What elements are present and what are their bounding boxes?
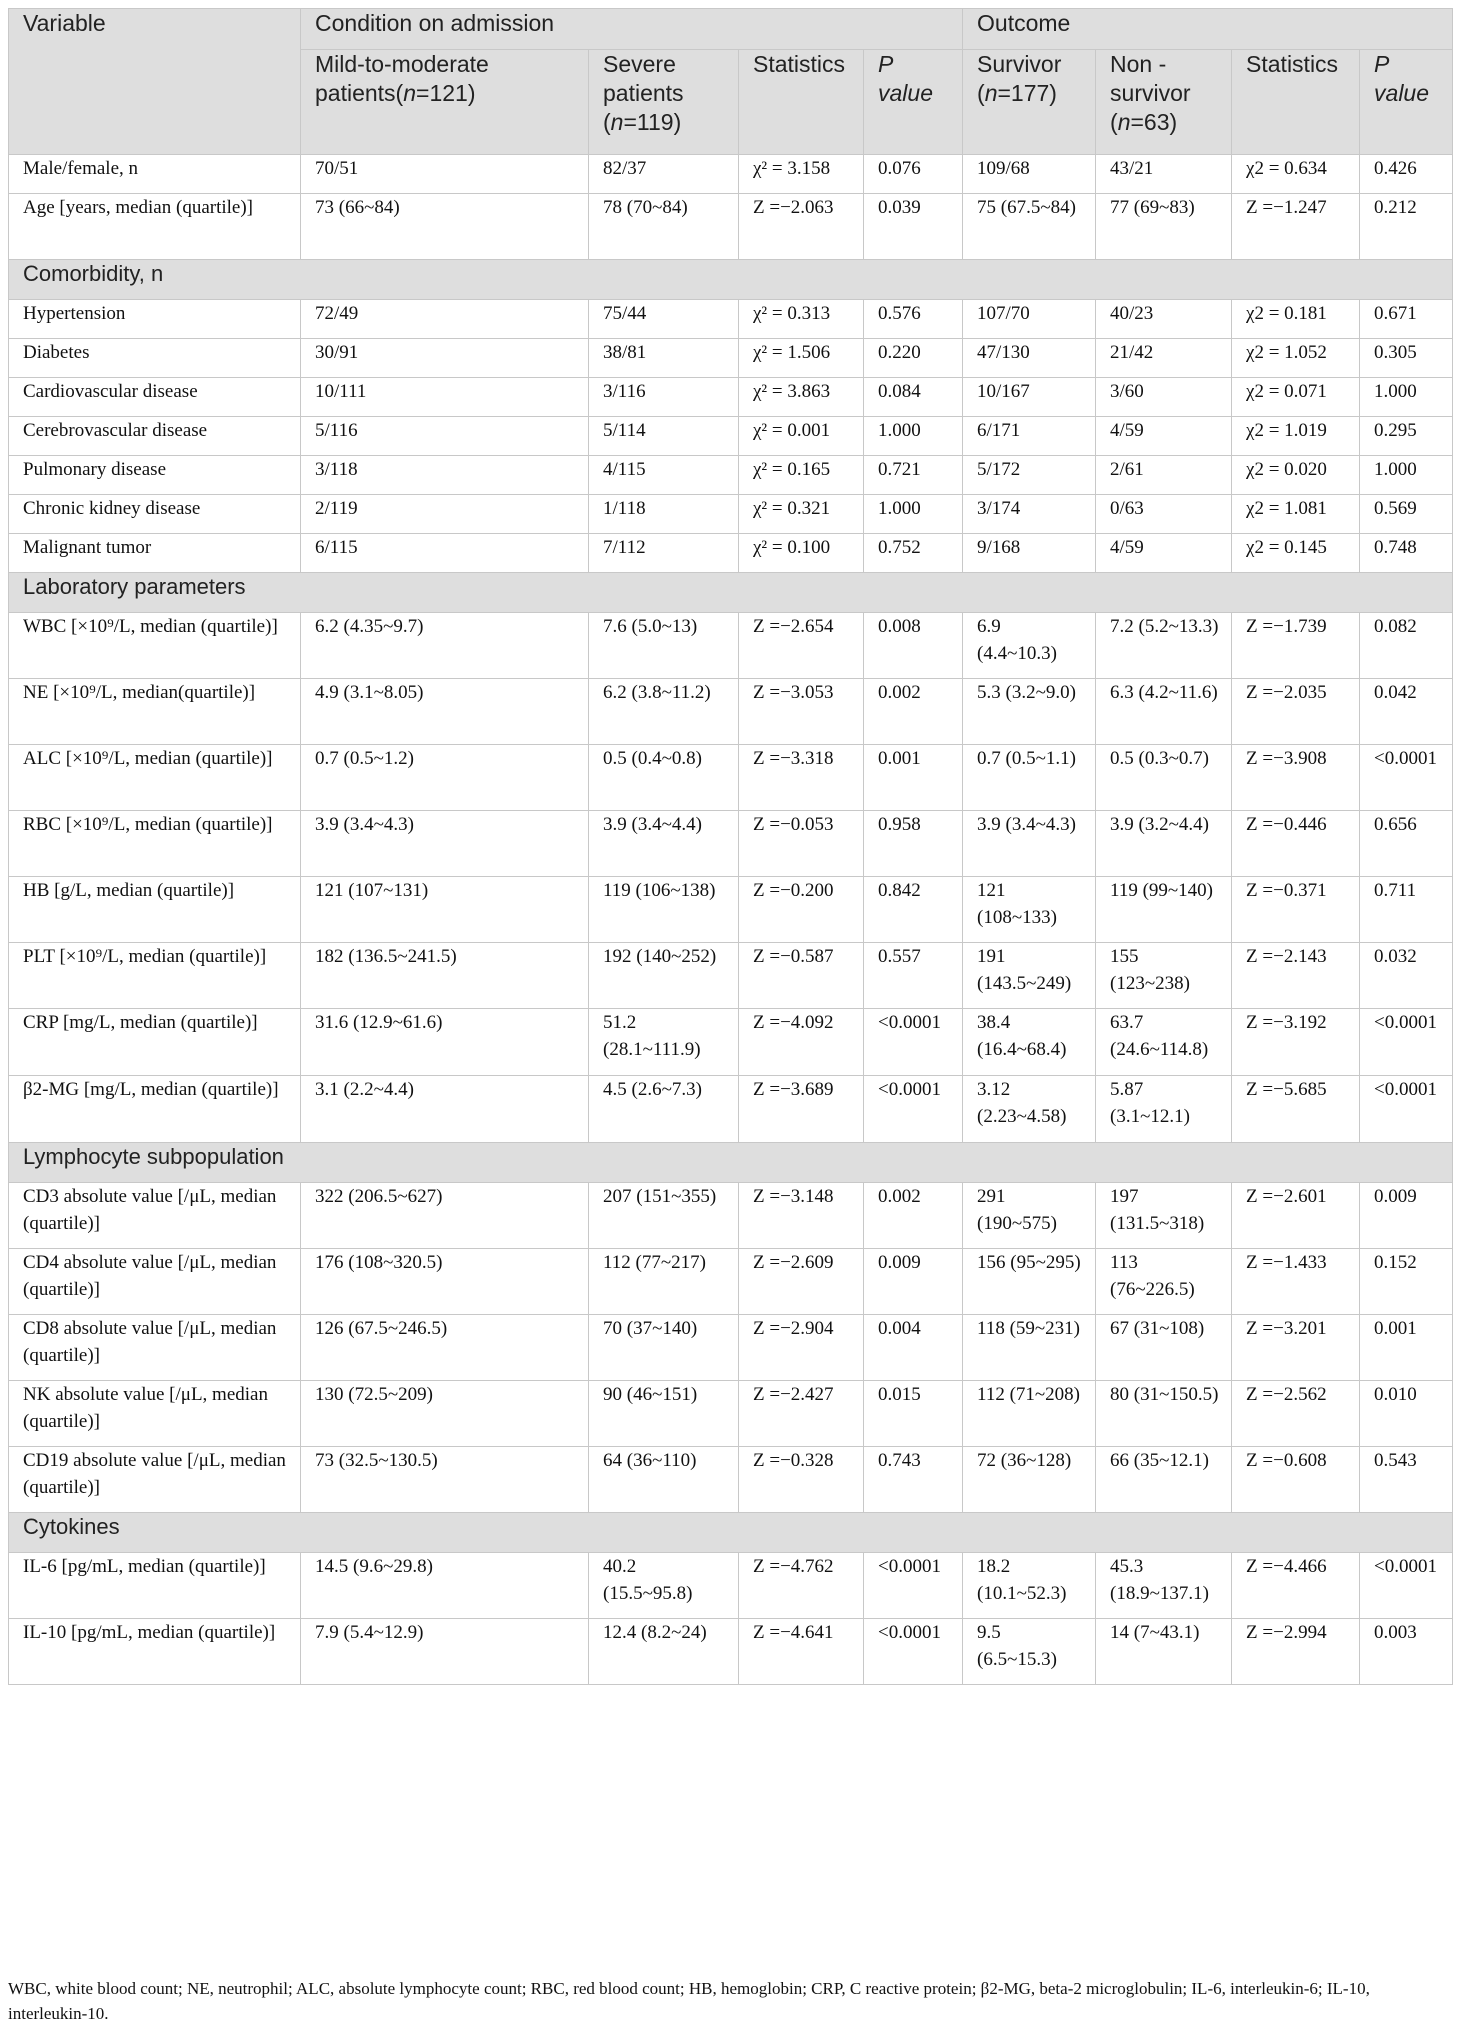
cell-p-value-admission: 0.752 bbox=[864, 534, 963, 573]
table-row bbox=[9, 1249, 1453, 1315]
cell-survivor: 5/172 bbox=[963, 456, 1096, 495]
header-condition-on-admission: Condition on admission bbox=[301, 9, 963, 50]
cell-variable: ALC [×10⁹/L, median (quartile)] bbox=[9, 745, 301, 811]
cell-non-survivor: 0.5 (0.3~0.7) bbox=[1096, 745, 1232, 811]
cell-statistics-outcome: Z =−3.908 bbox=[1232, 745, 1360, 811]
cell-p-value-outcome: 0.656 bbox=[1360, 811, 1453, 877]
cell-p-value-outcome: 1.000 bbox=[1360, 456, 1453, 495]
cell-p-value-admission: <0.0001 bbox=[864, 1076, 963, 1143]
cell-non-survivor: 14 (7~43.1) bbox=[1096, 1619, 1232, 1685]
cell-survivor: 3.12 (2.23~4.58) bbox=[963, 1076, 1096, 1143]
cell-mild-to-moderate: 10/111 bbox=[301, 378, 589, 417]
cell-statistics-admission: χ² = 1.506 bbox=[739, 339, 864, 378]
cell-mild-to-moderate: 14.5 (9.6~29.8) bbox=[301, 1553, 589, 1619]
cell-statistics-admission: Z =−3.053 bbox=[739, 679, 864, 745]
section-label: Laboratory parameters bbox=[9, 573, 1453, 613]
table-row bbox=[9, 811, 1453, 877]
table-row bbox=[9, 339, 1453, 378]
cell-severe: 7/112 bbox=[589, 534, 739, 573]
cell-statistics-admission: Z =−2.427 bbox=[739, 1381, 864, 1447]
cell-severe: 112 (77~217) bbox=[589, 1249, 739, 1315]
cell-severe: 64 (36~110) bbox=[589, 1447, 739, 1513]
table-row bbox=[9, 1447, 1453, 1513]
cell-mild-to-moderate: 73 (66~84) bbox=[301, 194, 589, 260]
section-row bbox=[9, 1143, 1453, 1183]
table-row bbox=[9, 877, 1453, 943]
cell-variable: CRP [mg/L, median (quartile)] bbox=[9, 1009, 301, 1076]
cell-survivor: 291 (190~575) bbox=[963, 1183, 1096, 1249]
cell-p-value-outcome: 0.152 bbox=[1360, 1249, 1453, 1315]
cell-variable: Male/female, n bbox=[9, 155, 301, 194]
cell-statistics-outcome: χ2 = 1.052 bbox=[1232, 339, 1360, 378]
header-italic-text: n bbox=[1117, 109, 1131, 135]
cell-variable: Hypertension bbox=[9, 300, 301, 339]
table-row bbox=[9, 456, 1453, 495]
cell-variable: CD3 absolute value [/μL, median (quartile)] bbox=[9, 1183, 301, 1249]
cell-mild-to-moderate: 4.9 (3.1~8.05) bbox=[301, 679, 589, 745]
cell-variable: RBC [×10⁹/L, median (quartile)] bbox=[9, 811, 301, 877]
cell-variable: Pulmonary disease bbox=[9, 456, 301, 495]
cell-p-value-outcome: <0.0001 bbox=[1360, 745, 1453, 811]
cell-p-value-admission: 0.557 bbox=[864, 943, 963, 1009]
clinical-characteristics-table bbox=[8, 8, 1453, 1685]
cell-statistics-outcome: Z =−1.739 bbox=[1232, 613, 1360, 679]
cell-statistics-admission: Z =−2.654 bbox=[739, 613, 864, 679]
cell-statistics-admission: Z =−0.328 bbox=[739, 1447, 864, 1513]
cell-p-value-admission: 0.009 bbox=[864, 1249, 963, 1315]
cell-statistics-admission: χ² = 3.863 bbox=[739, 378, 864, 417]
cell-statistics-outcome: Z =−2.994 bbox=[1232, 1619, 1360, 1685]
cell-statistics-outcome: Z =−1.247 bbox=[1232, 194, 1360, 260]
cell-severe: 1/118 bbox=[589, 495, 739, 534]
cell-statistics-outcome: Z =−0.371 bbox=[1232, 877, 1360, 943]
cell-survivor: 191 (143.5~249) bbox=[963, 943, 1096, 1009]
cell-non-survivor: 0/63 bbox=[1096, 495, 1232, 534]
section-label: Lymphocyte subpopulation bbox=[9, 1143, 1453, 1183]
cell-statistics-admission: χ² = 0.313 bbox=[739, 300, 864, 339]
header-italic-text: n bbox=[403, 80, 417, 106]
cell-severe: 3.9 (3.4~4.4) bbox=[589, 811, 739, 877]
cell-severe: 119 (106~138) bbox=[589, 877, 739, 943]
cell-p-value-outcome: 0.212 bbox=[1360, 194, 1453, 260]
cell-severe: 7.6 (5.0~13) bbox=[589, 613, 739, 679]
cell-p-value-outcome: <0.0001 bbox=[1360, 1553, 1453, 1619]
cell-p-value-outcome: 0.042 bbox=[1360, 679, 1453, 745]
table-row bbox=[9, 534, 1453, 573]
cell-variable: Cardiovascular disease bbox=[9, 378, 301, 417]
cell-variable: WBC [×10⁹/L, median (quartile)] bbox=[9, 613, 301, 679]
cell-p-value-outcome: 0.426 bbox=[1360, 155, 1453, 194]
cell-statistics-admission: Z =−2.609 bbox=[739, 1249, 864, 1315]
cell-survivor: 72 (36~128) bbox=[963, 1447, 1096, 1513]
cell-statistics-outcome: Z =−2.601 bbox=[1232, 1183, 1360, 1249]
cell-non-survivor: 66 (35~12.1) bbox=[1096, 1447, 1232, 1513]
header-italic-text: n bbox=[984, 80, 998, 106]
section-row bbox=[9, 1513, 1453, 1553]
header-survivor bbox=[963, 50, 1096, 155]
cell-variable: Age [years, median (quartile)] bbox=[9, 194, 301, 260]
cell-severe: 6.2 (3.8~11.2) bbox=[589, 679, 739, 745]
cell-statistics-admission: Z =−4.641 bbox=[739, 1619, 864, 1685]
cell-severe: 90 (46~151) bbox=[589, 1381, 739, 1447]
cell-p-value-admission: 0.220 bbox=[864, 339, 963, 378]
cell-p-value-admission: <0.0001 bbox=[864, 1553, 963, 1619]
cell-mild-to-moderate: 30/91 bbox=[301, 339, 589, 378]
cell-statistics-admission: χ² = 0.321 bbox=[739, 495, 864, 534]
header-non-survivor bbox=[1096, 50, 1232, 155]
cell-non-survivor: 5.87 (3.1~12.1) bbox=[1096, 1076, 1232, 1143]
cell-non-survivor: 6.3 (4.2~11.6) bbox=[1096, 679, 1232, 745]
cell-mild-to-moderate: 121 (107~131) bbox=[301, 877, 589, 943]
cell-survivor: 6.9 (4.4~10.3) bbox=[963, 613, 1096, 679]
section-row bbox=[9, 260, 1453, 300]
cell-p-value-outcome: 0.082 bbox=[1360, 613, 1453, 679]
table-header bbox=[9, 9, 1453, 155]
cell-non-survivor: 4/59 bbox=[1096, 417, 1232, 456]
cell-statistics-admission: Z =−0.200 bbox=[739, 877, 864, 943]
cell-non-survivor: 63.7 (24.6~114.8) bbox=[1096, 1009, 1232, 1076]
cell-p-value-outcome: 0.001 bbox=[1360, 1315, 1453, 1381]
cell-p-value-outcome: 0.711 bbox=[1360, 877, 1453, 943]
table-row bbox=[9, 155, 1453, 194]
cell-p-value-admission: 0.084 bbox=[864, 378, 963, 417]
cell-p-value-admission: 0.039 bbox=[864, 194, 963, 260]
table-row bbox=[9, 417, 1453, 456]
cell-survivor: 9.5 (6.5~15.3) bbox=[963, 1619, 1096, 1685]
cell-p-value-admission: 0.076 bbox=[864, 155, 963, 194]
cell-survivor: 112 (71~208) bbox=[963, 1381, 1096, 1447]
cell-p-value-outcome: 0.569 bbox=[1360, 495, 1453, 534]
cell-variable: CD8 absolute value [/μL, median (quartile)] bbox=[9, 1315, 301, 1381]
cell-severe: 40.2 (15.5~95.8) bbox=[589, 1553, 739, 1619]
cell-mild-to-moderate: 72/49 bbox=[301, 300, 589, 339]
cell-severe: 82/37 bbox=[589, 155, 739, 194]
cell-mild-to-moderate: 3.1 (2.2~4.4) bbox=[301, 1076, 589, 1143]
table-row bbox=[9, 495, 1453, 534]
section-label: Comorbidity, n bbox=[9, 260, 1453, 300]
table-row bbox=[9, 1619, 1453, 1685]
cell-variable: CD4 absolute value [/μL, median (quartile)] bbox=[9, 1249, 301, 1315]
header-text: =121) bbox=[416, 80, 476, 106]
table-row bbox=[9, 194, 1453, 260]
cell-non-survivor: 7.2 (5.2~13.3) bbox=[1096, 613, 1232, 679]
table-row bbox=[9, 300, 1453, 339]
cell-mild-to-moderate: 322 (206.5~627) bbox=[301, 1183, 589, 1249]
table-container bbox=[8, 8, 1452, 1685]
cell-mild-to-moderate: 70/51 bbox=[301, 155, 589, 194]
cell-severe: 5/114 bbox=[589, 417, 739, 456]
cell-statistics-admission: χ² = 0.001 bbox=[739, 417, 864, 456]
header-italic-text: P value bbox=[878, 51, 933, 106]
table-row bbox=[9, 1009, 1453, 1076]
cell-severe: 51.2 (28.1~111.9) bbox=[589, 1009, 739, 1076]
table-footnote: WBC, white blood count; NE, neutrophil; ALC, absolute lymphocyte count; RBC, red blood count; HB, hemoglobin; CRP, C reactive protein; β2-MG, beta-2 microglobulin; IL-6, interleukin-6; IL-10, interleukin-10. bbox=[8, 1979, 1370, 2023]
cell-mild-to-moderate: 0.7 (0.5~1.2) bbox=[301, 745, 589, 811]
cell-severe: 12.4 (8.2~24) bbox=[589, 1619, 739, 1685]
header-outcome: Outcome bbox=[963, 9, 1453, 50]
cell-variable: Cerebrovascular disease bbox=[9, 417, 301, 456]
cell-statistics-outcome: χ2 = 0.071 bbox=[1232, 378, 1360, 417]
cell-p-value-admission: 0.004 bbox=[864, 1315, 963, 1381]
cell-survivor: 156 (95~295) bbox=[963, 1249, 1096, 1315]
header-text: =119) bbox=[623, 109, 682, 135]
cell-variable: NK absolute value [/μL, median (quartile)] bbox=[9, 1381, 301, 1447]
cell-variable: Diabetes bbox=[9, 339, 301, 378]
cell-mild-to-moderate: 6/115 bbox=[301, 534, 589, 573]
cell-statistics-admission: Z =−3.318 bbox=[739, 745, 864, 811]
cell-non-survivor: 40/23 bbox=[1096, 300, 1232, 339]
cell-mild-to-moderate: 6.2 (4.35~9.7) bbox=[301, 613, 589, 679]
cell-statistics-outcome: Z =−2.035 bbox=[1232, 679, 1360, 745]
cell-variable: IL-6 [pg/mL, median (quartile)] bbox=[9, 1553, 301, 1619]
cell-statistics-admission: Z =−0.053 bbox=[739, 811, 864, 877]
cell-statistics-admission: Z =−4.762 bbox=[739, 1553, 864, 1619]
cell-survivor: 9/168 bbox=[963, 534, 1096, 573]
cell-statistics-outcome: Z =−2.143 bbox=[1232, 943, 1360, 1009]
cell-survivor: 121 (108~133) bbox=[963, 877, 1096, 943]
cell-p-value-admission: 0.576 bbox=[864, 300, 963, 339]
cell-mild-to-moderate: 73 (32.5~130.5) bbox=[301, 1447, 589, 1513]
cell-survivor: 5.3 (3.2~9.0) bbox=[963, 679, 1096, 745]
header-text: Non -survivor ( bbox=[1110, 51, 1191, 135]
cell-severe: 0.5 (0.4~0.8) bbox=[589, 745, 739, 811]
cell-non-survivor: 3/60 bbox=[1096, 378, 1232, 417]
cell-p-value-outcome: 1.000 bbox=[1360, 378, 1453, 417]
cell-severe: 207 (151~355) bbox=[589, 1183, 739, 1249]
cell-statistics-outcome: Z =−0.608 bbox=[1232, 1447, 1360, 1513]
cell-mild-to-moderate: 7.9 (5.4~12.9) bbox=[301, 1619, 589, 1685]
cell-non-survivor: 80 (31~150.5) bbox=[1096, 1381, 1232, 1447]
cell-statistics-outcome: χ2 = 1.019 bbox=[1232, 417, 1360, 456]
cell-non-survivor: 119 (99~140) bbox=[1096, 877, 1232, 943]
cell-statistics-admission: χ² = 3.158 bbox=[739, 155, 864, 194]
cell-p-value-admission: 1.000 bbox=[864, 495, 963, 534]
cell-statistics-outcome: χ2 = 1.081 bbox=[1232, 495, 1360, 534]
cell-non-survivor: 21/42 bbox=[1096, 339, 1232, 378]
cell-statistics-outcome: Z =−0.446 bbox=[1232, 811, 1360, 877]
cell-p-value-outcome: 0.009 bbox=[1360, 1183, 1453, 1249]
table-row bbox=[9, 679, 1453, 745]
header-italic-text: n bbox=[610, 109, 624, 135]
cell-survivor: 107/70 bbox=[963, 300, 1096, 339]
header-severe bbox=[589, 50, 739, 155]
cell-survivor: 18.2 (10.1~52.3) bbox=[963, 1553, 1096, 1619]
cell-p-value-admission: 0.001 bbox=[864, 745, 963, 811]
table-row bbox=[9, 1315, 1453, 1381]
table-row bbox=[9, 1381, 1453, 1447]
cell-non-survivor: 4/59 bbox=[1096, 534, 1232, 573]
header-text: Statistics bbox=[1246, 51, 1339, 77]
cell-severe: 4.5 (2.6~7.3) bbox=[589, 1076, 739, 1143]
table-row bbox=[9, 378, 1453, 417]
cell-statistics-admission: Z =−2.904 bbox=[739, 1315, 864, 1381]
header-p-value-admission bbox=[864, 50, 963, 155]
cell-mild-to-moderate: 130 (72.5~209) bbox=[301, 1381, 589, 1447]
cell-statistics-outcome: Z =−3.192 bbox=[1232, 1009, 1360, 1076]
cell-variable: PLT [×10⁹/L, median (quartile)] bbox=[9, 943, 301, 1009]
table-row bbox=[9, 943, 1453, 1009]
header-text: =177) bbox=[997, 80, 1057, 106]
cell-p-value-outcome: 0.543 bbox=[1360, 1447, 1453, 1513]
cell-severe: 70 (37~140) bbox=[589, 1315, 739, 1381]
section-row bbox=[9, 573, 1453, 613]
cell-variable: Malignant tumor bbox=[9, 534, 301, 573]
cell-severe: 4/115 bbox=[589, 456, 739, 495]
cell-statistics-admission: Z =−2.063 bbox=[739, 194, 864, 260]
cell-statistics-admission: Z =−3.689 bbox=[739, 1076, 864, 1143]
cell-statistics-outcome: χ2 = 0.181 bbox=[1232, 300, 1360, 339]
cell-survivor: 3.9 (3.4~4.3) bbox=[963, 811, 1096, 877]
header-statistics-outcome bbox=[1232, 50, 1360, 155]
cell-variable: HB [g/L, median (quartile)] bbox=[9, 877, 301, 943]
cell-statistics-admission: Z =−4.092 bbox=[739, 1009, 864, 1076]
cell-variable: IL-10 [pg/mL, median (quartile)] bbox=[9, 1619, 301, 1685]
cell-severe: 3/116 bbox=[589, 378, 739, 417]
cell-non-survivor: 43/21 bbox=[1096, 155, 1232, 194]
cell-non-survivor: 67 (31~108) bbox=[1096, 1315, 1232, 1381]
cell-p-value-admission: 0.008 bbox=[864, 613, 963, 679]
cell-survivor: 3/174 bbox=[963, 495, 1096, 534]
header-variable: Variable bbox=[9, 9, 301, 155]
cell-severe: 192 (140~252) bbox=[589, 943, 739, 1009]
cell-non-survivor: 77 (69~83) bbox=[1096, 194, 1232, 260]
cell-non-survivor: 3.9 (3.2~4.4) bbox=[1096, 811, 1232, 877]
cell-mild-to-moderate: 182 (136.5~241.5) bbox=[301, 943, 589, 1009]
cell-p-value-outcome: 0.032 bbox=[1360, 943, 1453, 1009]
cell-survivor: 10/167 bbox=[963, 378, 1096, 417]
cell-statistics-admission: χ² = 0.100 bbox=[739, 534, 864, 573]
cell-survivor: 109/68 bbox=[963, 155, 1096, 194]
cell-statistics-admission: Z =−0.587 bbox=[739, 943, 864, 1009]
cell-p-value-admission: 1.000 bbox=[864, 417, 963, 456]
cell-non-survivor: 113 (76~226.5) bbox=[1096, 1249, 1232, 1315]
header-p-value-outcome bbox=[1360, 50, 1453, 155]
cell-non-survivor: 2/61 bbox=[1096, 456, 1232, 495]
cell-severe: 78 (70~84) bbox=[589, 194, 739, 260]
section-label: Cytokines bbox=[9, 1513, 1453, 1553]
cell-mild-to-moderate: 176 (108~320.5) bbox=[301, 1249, 589, 1315]
header-italic-text: P value bbox=[1374, 51, 1430, 106]
cell-p-value-outcome: 0.748 bbox=[1360, 534, 1453, 573]
cell-survivor: 6/171 bbox=[963, 417, 1096, 456]
cell-p-value-admission: <0.0001 bbox=[864, 1009, 963, 1076]
cell-severe: 38/81 bbox=[589, 339, 739, 378]
cell-variable: β2-MG [mg/L, median (quartile)] bbox=[9, 1076, 301, 1143]
cell-non-survivor: 155 (123~238) bbox=[1096, 943, 1232, 1009]
header-text: Severe patients ( bbox=[603, 51, 684, 135]
cell-p-value-admission: 0.015 bbox=[864, 1381, 963, 1447]
cell-statistics-outcome: Z =−2.562 bbox=[1232, 1381, 1360, 1447]
header-text: Survivor ( bbox=[977, 51, 1062, 106]
cell-p-value-admission: 0.002 bbox=[864, 679, 963, 745]
cell-p-value-admission: 0.842 bbox=[864, 877, 963, 943]
header-text: Statistics bbox=[753, 51, 846, 77]
cell-mild-to-moderate: 31.6 (12.9~61.6) bbox=[301, 1009, 589, 1076]
cell-variable: NE [×10⁹/L, median(quartile)] bbox=[9, 679, 301, 745]
cell-p-value-outcome: 0.671 bbox=[1360, 300, 1453, 339]
header-mild-to-moderate bbox=[301, 50, 589, 155]
table-body bbox=[9, 155, 1453, 1685]
cell-p-value-admission: 0.002 bbox=[864, 1183, 963, 1249]
cell-p-value-outcome: 0.295 bbox=[1360, 417, 1453, 456]
cell-statistics-outcome: χ2 = 0.634 bbox=[1232, 155, 1360, 194]
cell-p-value-admission: <0.0001 bbox=[864, 1619, 963, 1685]
cell-statistics-outcome: χ2 = 0.145 bbox=[1232, 534, 1360, 573]
cell-variable: CD19 absolute value [/μL, median (quartile)] bbox=[9, 1447, 301, 1513]
table-row bbox=[9, 1183, 1453, 1249]
cell-non-survivor: 45.3 (18.9~137.1) bbox=[1096, 1553, 1232, 1619]
cell-mild-to-moderate: 3.9 (3.4~4.3) bbox=[301, 811, 589, 877]
table-row bbox=[9, 1076, 1453, 1143]
cell-p-value-outcome: <0.0001 bbox=[1360, 1076, 1453, 1143]
cell-mild-to-moderate: 126 (67.5~246.5) bbox=[301, 1315, 589, 1381]
cell-survivor: 118 (59~231) bbox=[963, 1315, 1096, 1381]
cell-survivor: 47/130 bbox=[963, 339, 1096, 378]
cell-mild-to-moderate: 3/118 bbox=[301, 456, 589, 495]
header-text: =63) bbox=[1130, 109, 1178, 135]
cell-statistics-admission: χ² = 0.165 bbox=[739, 456, 864, 495]
cell-statistics-outcome: Z =−4.466 bbox=[1232, 1553, 1360, 1619]
cell-variable: Chronic kidney disease bbox=[9, 495, 301, 534]
table-row bbox=[9, 613, 1453, 679]
cell-statistics-outcome: χ2 = 0.020 bbox=[1232, 456, 1360, 495]
cell-mild-to-moderate: 2/119 bbox=[301, 495, 589, 534]
cell-statistics-admission: Z =−3.148 bbox=[739, 1183, 864, 1249]
cell-survivor: 75 (67.5~84) bbox=[963, 194, 1096, 260]
cell-survivor: 38.4 (16.4~68.4) bbox=[963, 1009, 1096, 1076]
cell-p-value-outcome: 0.010 bbox=[1360, 1381, 1453, 1447]
cell-statistics-outcome: Z =−5.685 bbox=[1232, 1076, 1360, 1143]
cell-p-value-outcome: 0.305 bbox=[1360, 339, 1453, 378]
table-row bbox=[9, 1553, 1453, 1619]
table-row bbox=[9, 745, 1453, 811]
cell-mild-to-moderate: 5/116 bbox=[301, 417, 589, 456]
header-text: Mild-to-moderate patients( bbox=[315, 51, 489, 106]
cell-p-value-admission: 0.958 bbox=[864, 811, 963, 877]
cell-severe: 75/44 bbox=[589, 300, 739, 339]
cell-survivor: 0.7 (0.5~1.1) bbox=[963, 745, 1096, 811]
cell-non-survivor: 197 (131.5~318) bbox=[1096, 1183, 1232, 1249]
header-statistics-admission bbox=[739, 50, 864, 155]
cell-statistics-outcome: Z =−3.201 bbox=[1232, 1315, 1360, 1381]
cell-p-value-outcome: <0.0001 bbox=[1360, 1009, 1453, 1076]
cell-p-value-admission: 0.721 bbox=[864, 456, 963, 495]
cell-p-value-admission: 0.743 bbox=[864, 1447, 963, 1513]
cell-statistics-outcome: Z =−1.433 bbox=[1232, 1249, 1360, 1315]
cell-p-value-outcome: 0.003 bbox=[1360, 1619, 1453, 1685]
